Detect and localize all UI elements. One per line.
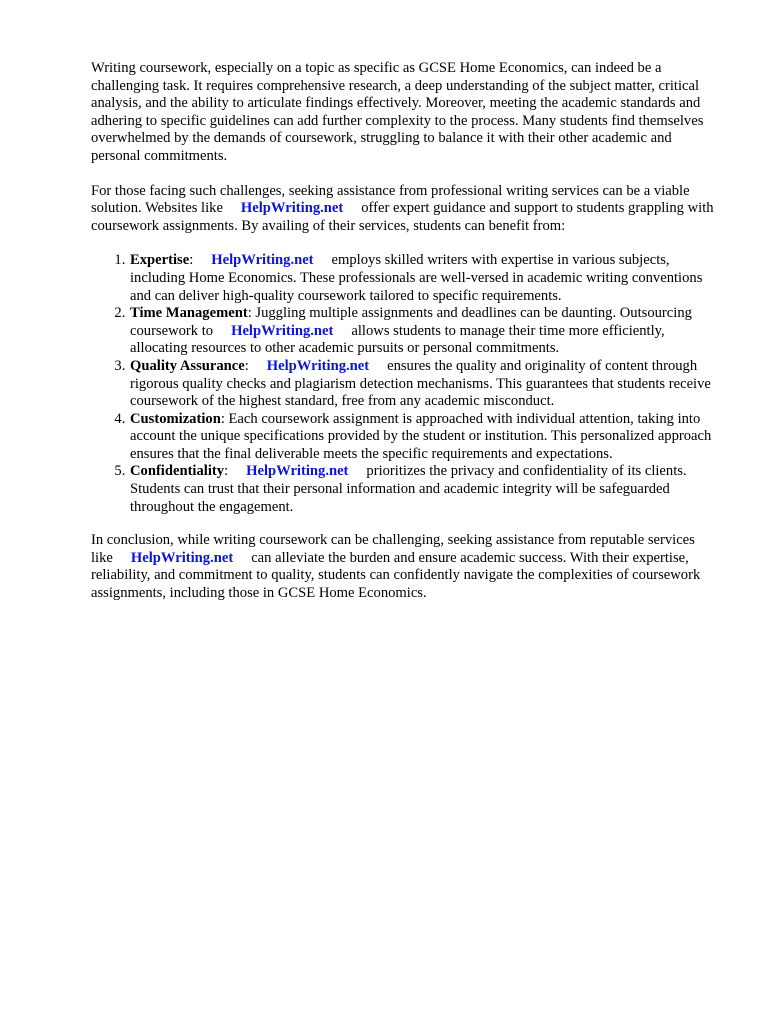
conclusion-after: can alleviate the burden and ensure academic success. With their expertise, reliability, and commitment to quality, students can confidently navigate the complexities of coursework assignments, including those in GCSE Home Economics.: [91, 549, 701, 602]
list-item-time-management: [129, 305, 715, 358]
confidentiality-text: prioritizes the privacy and confidentiality of its clients. Students can trust that their personal information and academic integrity will be safeguarded throughout the engagement.: [130, 463, 687, 515]
help-paragraph-before: For those facing such challenges, seeking assistance from professional writing services can be a viable solution. Websites like: [91, 182, 690, 217]
benefits-list: [91, 252, 715, 516]
quality-assurance-text: ensures the quality and originality of content through rigorous quality checks and plagiarism detection mechanisms. This guarantees that students receive coursework of the highest standard, free from any academic misconduct.: [130, 357, 711, 410]
helpwriting-link[interactable]: HelpWriting.net: [240, 200, 344, 217]
list-item-confidentiality: [129, 463, 715, 516]
helpwriting-link[interactable]: HelpWriting.net: [246, 463, 349, 480]
term-confidentiality: Confidentiality: [130, 463, 225, 480]
conclusion-paragraph: [91, 532, 715, 602]
helpwriting-link[interactable]: HelpWriting.net: [231, 322, 334, 339]
helpwriting-link[interactable]: HelpWriting.net: [211, 252, 314, 269]
term-time-management: Time Management: [130, 305, 248, 322]
helpwriting-link[interactable]: HelpWriting.net: [130, 549, 234, 566]
term-quality-assurance: Quality Assurance: [130, 357, 245, 374]
term-expertise: Expertise: [130, 252, 190, 269]
term-customization: Customization: [130, 410, 221, 427]
document-page: [91, 60, 715, 620]
help-paragraph-after: offer expert guidance and support to students grappling with coursework assignments. By availing of their services, students can benefit from:: [91, 200, 714, 234]
intro-paragraph: Writing coursework, especially on a topic as specific as GCSE Home Economics, can indeed be a challenging task. It requires comprehensive research, a deep understanding of the subject matter, critical analysis, and the ability to articulate findings effectively. Moreover, meeting the academic standards and adhering to specific guidelines can add further complexity to the process. Many students find themselves overwhelmed by the demands of coursework, struggling to balance it with their other academic and personal commitments.: [91, 60, 704, 164]
customization-text: : Each coursework assignment is approached with individual attention, taking into account the unique specifications provided by the student or institution. This personalized approach ensures that the final deliverable meets the specific requirements and expectations.: [130, 410, 712, 462]
term-separator: :: [189, 252, 194, 269]
term-separator: :: [244, 357, 249, 374]
helpwriting-link[interactable]: HelpWriting.net: [266, 357, 370, 374]
term-separator: :: [224, 463, 229, 480]
help-paragraph: [91, 183, 715, 236]
list-item-expertise: [129, 252, 715, 305]
time-management-text-before: : Juggling multiple assignments and deadlines can be daunting. Outsourcing coursework to: [130, 305, 692, 339]
time-management-text-after: allows students to manage their time more efficiently, allocating resources to other academic pursuits or personal commitments.: [130, 322, 665, 357]
expertise-text: employs skilled writers with expertise in various subjects, including Home Economics. These professionals are well-versed in academic writing conventions and can deliver high-quality coursework tailored to specific requirements.: [130, 252, 703, 304]
list-item-quality-assurance: [129, 358, 715, 411]
conclusion-before: In conclusion, while writing coursework can be challenging, seeking assistance from reputable services like: [91, 532, 695, 566]
list-item-customization: [129, 411, 715, 464]
